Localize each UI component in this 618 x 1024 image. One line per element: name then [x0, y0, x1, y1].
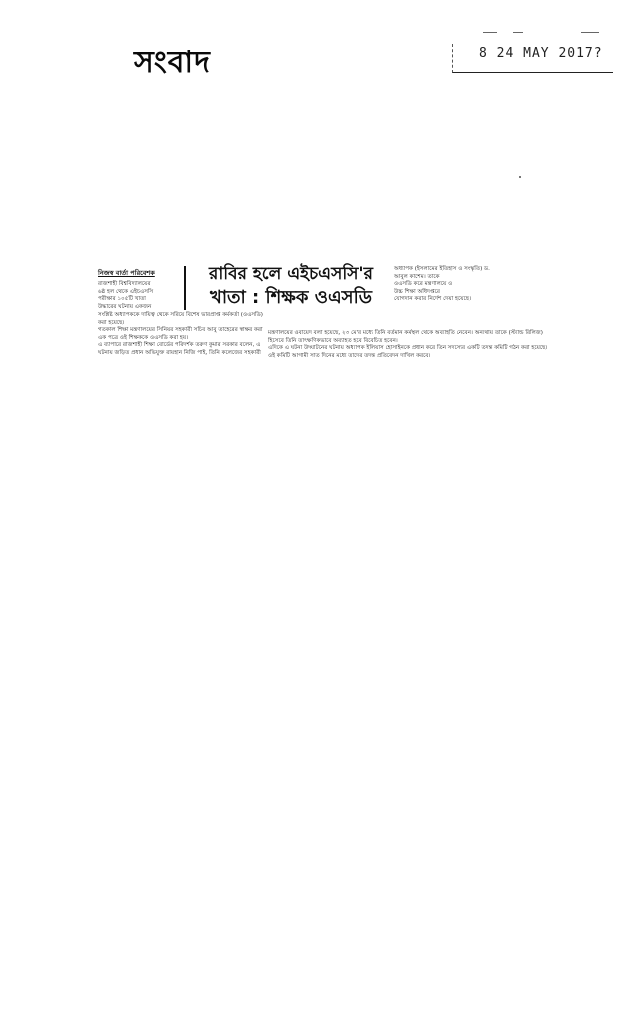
paragraph: এদিকে এ ঘটনা উদ্ঘাটনের ঘটনায় অধ্যাপক ইলিয়াস হোসাইনকে প্রধান করে তিন সদস্যের একটি তদন্ত কমিটি গঠন করা হয়েছে। ওই কমিটি আগামী সাত দিনের মধ্যে তাদের তদন্ত প্রতিবেদন দাখিল করবে। — [268, 345, 548, 359]
paragraph: সংশ্লিষ্ট অধ্যাপককে দায়িত্ব থেকে সরিয়ে বিশেষ ভারপ্রাপ্ত কর্মকর্তা (ওএসডি) করা হয়েছে। — [98, 312, 263, 326]
headline-line: খাতা : শিক্ষক ওএসডি — [210, 287, 372, 308]
paragraph-line: উচ্চ শিক্ষা অধিদপ্তরে — [394, 288, 440, 295]
paragraph-line: যোগদান করার নির্দেশ দেয়া হয়েছে। — [394, 296, 472, 303]
intro-line: উদ্ধারের ঘটনায় একজন — [98, 303, 152, 310]
date-stamp-text: 8 24 MAY 2017? — [479, 46, 603, 61]
paragraph-line: অধ্যাপক (ইসলামের ইতিহাস ও সংস্কৃতি) ড. — [394, 266, 490, 272]
paragraph: গতকাল শিক্ষা মন্ত্রণালয়ের সিনিয়র সহকারী সচিব আবু তাহেরের স্বাক্ষর করা এক পত্রে ওই শিক্ষককে ওএসডি করা হয়। — [98, 327, 263, 341]
intro-line: ৬ষ্ঠ হল থেকে এইচএসসি — [98, 288, 154, 295]
paragraph-line: আবুল কাশেম। তাকে — [394, 273, 440, 280]
stamp-dash — [581, 32, 599, 33]
headline-line: রাবির হলে এইচএসসি'র — [209, 264, 373, 284]
masthead: সংবাদ — [134, 45, 211, 80]
scan-speck — [519, 176, 521, 178]
left-column — [98, 312, 268, 358]
paragraph: এ ব্যাপারে রাজশাহী শিক্ষা বোর্ডের পরিদর্শক তরুণ কুমার সরকার বলেন, এ ঘটনায় জড়িত প্রধান অভিযুক্ত রায়হান নিজি পাই, তিনি কলেজের সহকারী — [98, 342, 261, 356]
article-headline — [190, 262, 392, 310]
stamp-dash — [513, 32, 523, 33]
paragraph: মন্ত্রণালয়ের ওবায়েদ বলা হয়েছে, ২৩ মে'র মধ্যে তিনি বর্তমান কর্মস্থল থেকে অব্যাহতি নেবেন। অন্যথায় তাকে (স্ট্যান্ড রিলিজ) হিসেবে তিনি তাৎক্ষণিকভাবে অব্যাহত হবে বিবেচিত হবেন। — [268, 330, 543, 344]
paragraph-line: ওএসডি করে মন্ত্রণালয়ে ও — [394, 281, 453, 288]
date-stamp — [452, 44, 613, 73]
stamp-dash — [483, 32, 497, 33]
article-byline: নিজস্ব বার্তা পরিবেশক — [98, 269, 155, 277]
intro-line: রাজশাহী বিশ্ববিদ্যালয়ের — [98, 281, 151, 287]
intro-line: পরীক্ষার ১০৫টি খাতা — [98, 296, 146, 303]
intro-column — [98, 281, 188, 311]
right-column-top — [394, 266, 554, 304]
article-clipping — [90, 262, 552, 390]
right-column — [268, 330, 553, 360]
